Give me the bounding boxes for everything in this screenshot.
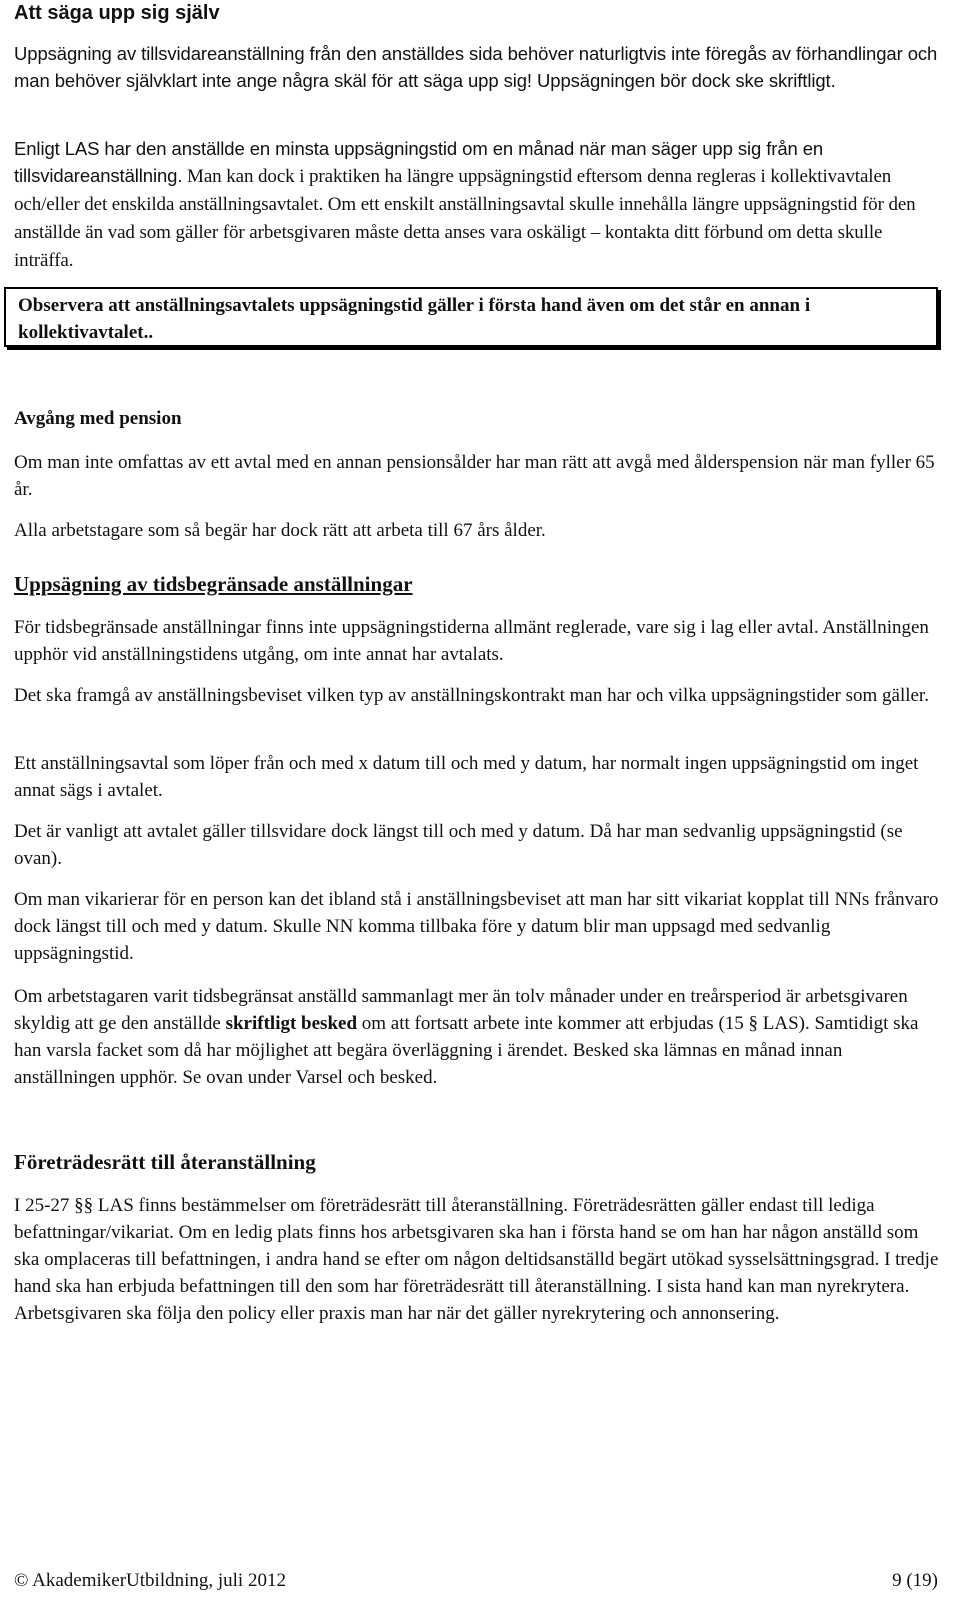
paragraph-part: Enligt LAS har den anställde en minsta uppsägningstid om en månad när man säger upp sig från en tillsvidareanställning. (14, 138, 824, 186)
paragraph: Det är vanligt att avtalet gäller tillsvidare dock längst till och med y datum. Då har man sedvanlig uppsägningstid (se ovan). (14, 821, 903, 869)
note-box (4, 287, 938, 347)
footer-page-number: 9 (19) (892, 1570, 938, 1591)
paragraph (14, 135, 940, 274)
paragraph: Uppsägning av tillsvidareanställning från den anställdes sida behöver naturligtvis inte föregås av förhandlingar och man behöver självklart inte ange några skäl för att säga upp sig! Uppsägningen bör dock ske skriftligt. (14, 43, 938, 91)
paragraph (14, 983, 940, 1091)
paragraph: Det ska framgå av anställningsbeviset vilken typ av anställningskontrakt man har och vilka uppsägningstider som gäller. (14, 685, 929, 706)
paragraph-part: om att fortsatt arbete inte kommer att erbjudas (15 § LAS). Samtidigt ska han varsla facket som då har möjlighet att begära överläggning i ärendet. Besked ska lämnas en månad innan anställningen upphör. Se ovan under Varsel och besked. (14, 1013, 919, 1088)
paragraph: För tidsbegränsade anställningar finns inte uppsägningstiderna allmänt reglerade, vare sig i lag eller avtal. Anställningen upphör vid anställningstidens utgång, om inte annat har avtalats. (14, 617, 929, 665)
paragraph: Om man vikarierar för en person kan det ibland stå i anställningsbeviset att man har sitt vikariat kopplat till NNs frånvaro dock längst till och med y datum. Skulle NN komma tillbaka före y datum blir man uppsagd med sedvanlig uppsägningstid. (14, 889, 939, 964)
paragraph-part: Om arbetstagaren varit tidsbegränsat anställd sammanlagt mer än tolv månader under en treårsperiod är arbetsgivaren skyldig att ge den anställde (14, 986, 908, 1034)
emphasis: skriftligt besked (225, 1013, 358, 1034)
section-title-reemployment: Företrädesrätt till återanställning (14, 1150, 316, 1174)
paragraph: Ett anställningsavtal som löper från och med x datum till och med y datum, har normalt ingen uppsägningstid om inget annat sägs i avtalet. (14, 753, 919, 801)
section-title-fixed-term: Uppsägning av tidsbegränsade anställningar (14, 572, 413, 596)
paragraph: Alla arbetstagare som så begär har dock rätt att arbeta till 67 års ålder. (14, 520, 546, 541)
paragraph: I 25-27 §§ LAS finns bestämmelser om företrädesrätt till återanställning. Företrädesrätten gäller endast till lediga befattningar/vikariat. Om en ledig plats finns hos arbetsgivaren ska han i första hand se om han har någon anställd som ska omplaceras till befattningen, i andra hand se efter om någon deltidsanställd begärt utökad sysselsättningsgrad. I tredje hand ska han erbjuda befattningen till den som har företrädesrätt till återanställning. I sista hand kan man nyrekrytera. Arbetsgivaren ska följa den policy eller praxis man har när det gäller nyrekrytering och annonsering. (14, 1195, 939, 1324)
footer-copyright: © AkademikerUtbildning, juli 2012 (14, 1570, 286, 1591)
paragraph: Om man inte omfattas av ett avtal med en annan pensionsålder har man rätt att avgå med ålderspension när man fyller 65 år. (14, 452, 935, 500)
note-text: Observera att anställningsavtalets uppsägningstid gäller i första hand även om det står en annan i kollektivavtalet.. (18, 295, 811, 343)
paragraph-part: Man kan dock i praktiken ha längre uppsägningstid eftersom denna regleras i kollektivavtalen och/eller det enskilda anställningsavtalet. Om ett enskilt anställningsavtal skulle innehålla längre uppsägningstid för den anställde än vad som gäller för arbetsgivaren måste detta anses vara oskäligt – kontakta ditt förbund om detta skulle inträffa. (14, 166, 916, 271)
section-title-resign-self: Att säga upp sig själv (14, 2, 220, 24)
section-title-pension: Avgång med pension (14, 408, 182, 429)
